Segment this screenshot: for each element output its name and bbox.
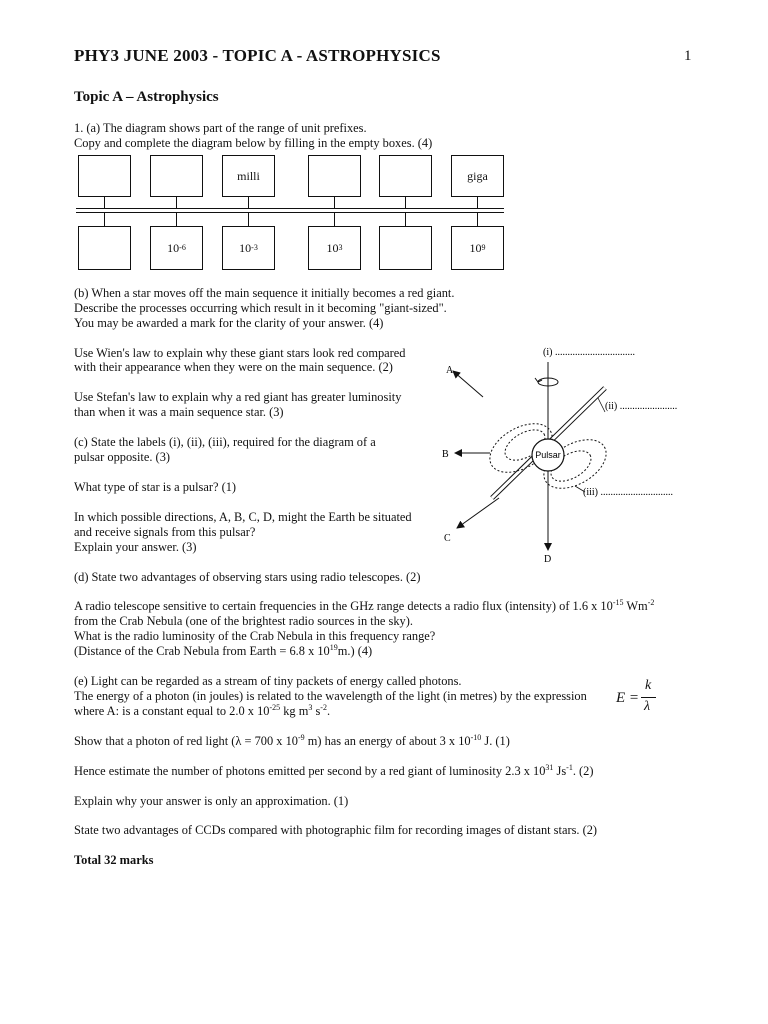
- connector: [176, 197, 177, 208]
- page-number: 1: [684, 48, 692, 64]
- stefan-line2: than when it was a main sequence star. (3): [74, 405, 284, 419]
- scale-line-upper: [76, 208, 504, 209]
- show-line: Show that a photon of red light (λ = 700 x $10^{-9}$ m) has an energy of about 3 x $10^{-10}$ J. (1): [74, 733, 510, 748]
- radio-line4: (Distance of the Crab Nebula from Earth = 6.8 x $10^{19}m$.) (4): [74, 643, 373, 658]
- connector: [104, 212, 105, 226]
- q1c-line1: (c) State the labels (i), (ii), (iii), required for the diagram of a: [74, 435, 376, 449]
- direction-b-label: B: [442, 449, 449, 460]
- radio-line1: A radio telescope sensitive to certain frequencies in the GHz range detects a radio flux (intensity) of 1.6 x $10^{-15}$ $Wm^{-2}$: [74, 598, 655, 613]
- prefix-box-top-5[interactable]: [379, 155, 432, 197]
- q1b-line3: You may be awarded a mark for the clarity of your answer. (4): [74, 316, 384, 330]
- direction-c-arrow: [457, 498, 499, 528]
- q1e-line1: (e) Light can be regarded as a stream of tiny packets of energy called photons.: [74, 674, 462, 688]
- fraction-bar: [641, 697, 656, 698]
- direction-c-label: C: [444, 533, 451, 544]
- radio-line2: from the Crab Nebula (one of the brightest radio sources in the sky).: [74, 614, 413, 628]
- prefix-box-top-3: milli: [222, 155, 275, 197]
- formula-denominator: λ: [644, 699, 651, 714]
- q1c-line4: In which possible directions, A, B, C, D, might the Earth be situated: [74, 510, 412, 524]
- q1c-line3: What type of star is a pulsar? (1): [74, 480, 237, 494]
- q1c-line6: Explain your answer. (3): [74, 540, 197, 554]
- prefix-box-top-4[interactable]: [308, 155, 361, 197]
- label-ii: (ii) .......................: [605, 401, 678, 412]
- connector: [405, 197, 406, 208]
- wien-line2: with their appearance when they were on the main sequence. (2): [74, 360, 393, 374]
- page-title: PHY3 JUNE 2003 - TOPIC A - ASTROPHYSICS: [74, 46, 441, 65]
- stefan-line1: Use Stefan's law to explain why a red giant has greater luminosity: [74, 390, 402, 404]
- formula-lhs: E =: [616, 690, 640, 706]
- formula-numerator: k: [645, 678, 652, 693]
- ccd-line: State two advantages of CCDs compared with photographic film for recording images of distant stars. (2): [74, 823, 598, 837]
- connector: [334, 212, 335, 226]
- q1e-line2: The energy of a photon (in joules) is related to the wavelength of the light (in metres) by the expression: [74, 689, 587, 703]
- q1e-line3: where A: is a constant equal to 2.0 x $10^{-25}$ kg $m^3$ $s^{-2}$.: [74, 703, 331, 718]
- radio-line3: What is the radio luminosity of the Crab Nebula in this frequency range?: [74, 629, 436, 643]
- total-marks: Total 32 marks: [74, 853, 154, 867]
- prefix-box-bottom-5[interactable]: [379, 226, 432, 270]
- prefix-box-bottom-2: 10 -6: [150, 226, 203, 270]
- q1c-line2: pulsar opposite. (3): [74, 450, 171, 464]
- direction-a-label: A: [446, 365, 454, 376]
- connector: [477, 212, 478, 226]
- explain-line: Explain why your answer is only an approximation. (1): [74, 794, 349, 808]
- prefix-box-bottom-6: 10 9: [451, 226, 504, 270]
- direction-d-label: D: [544, 554, 552, 565]
- q1b-line1: (b) When a star moves off the main sequence it initially becomes a red giant.: [74, 286, 455, 300]
- prefix-box-top-2[interactable]: [150, 155, 203, 197]
- label-i: (i) ................................: [543, 347, 635, 358]
- connector: [176, 212, 177, 226]
- q1c-line5: and receive signals from this pulsar?: [74, 525, 256, 539]
- connector: [334, 197, 335, 208]
- connector: [248, 212, 249, 226]
- prefix-box-bottom-3: 10 -3: [222, 226, 275, 270]
- connector: [248, 197, 249, 208]
- prefix-box-bottom-1[interactable]: [78, 226, 131, 270]
- pulsar-diagram: [435, 340, 700, 570]
- direction-a-arrow: [453, 371, 483, 397]
- q1a-line1: 1. (a) The diagram shows part of the range of unit prefixes.: [74, 121, 367, 135]
- connector: [405, 212, 406, 226]
- prefix-box-top-6: giga: [451, 155, 504, 197]
- q1d-line1: (d) State two advantages of observing stars using radio telescopes. (2): [74, 570, 421, 584]
- prefix-box-top-1[interactable]: [78, 155, 131, 197]
- q1a-line2: Copy and complete the diagram below by filling in the empty boxes. (4): [74, 136, 433, 150]
- hence-line: Hence estimate the number of photons emitted per second by a red giant of luminosity 2.3 x $10^{31}$ $Js^{-1}$. (2): [74, 763, 594, 778]
- scale-line-lower: [76, 212, 504, 213]
- connector: [104, 197, 105, 208]
- connector: [477, 197, 478, 208]
- label-iii: (iii) .............................: [583, 487, 673, 498]
- pulsar-label: Pulsar: [535, 450, 561, 460]
- q1b-line2: Describe the processes occurring which result in it becoming "giant-sized".: [74, 301, 447, 315]
- prefix-box-bottom-4: 10 3: [308, 226, 361, 270]
- wien-line1: Use Wien's law to explain why these giant stars look red compared: [74, 346, 406, 360]
- topic-heading: Topic A – Astrophysics: [74, 89, 219, 105]
